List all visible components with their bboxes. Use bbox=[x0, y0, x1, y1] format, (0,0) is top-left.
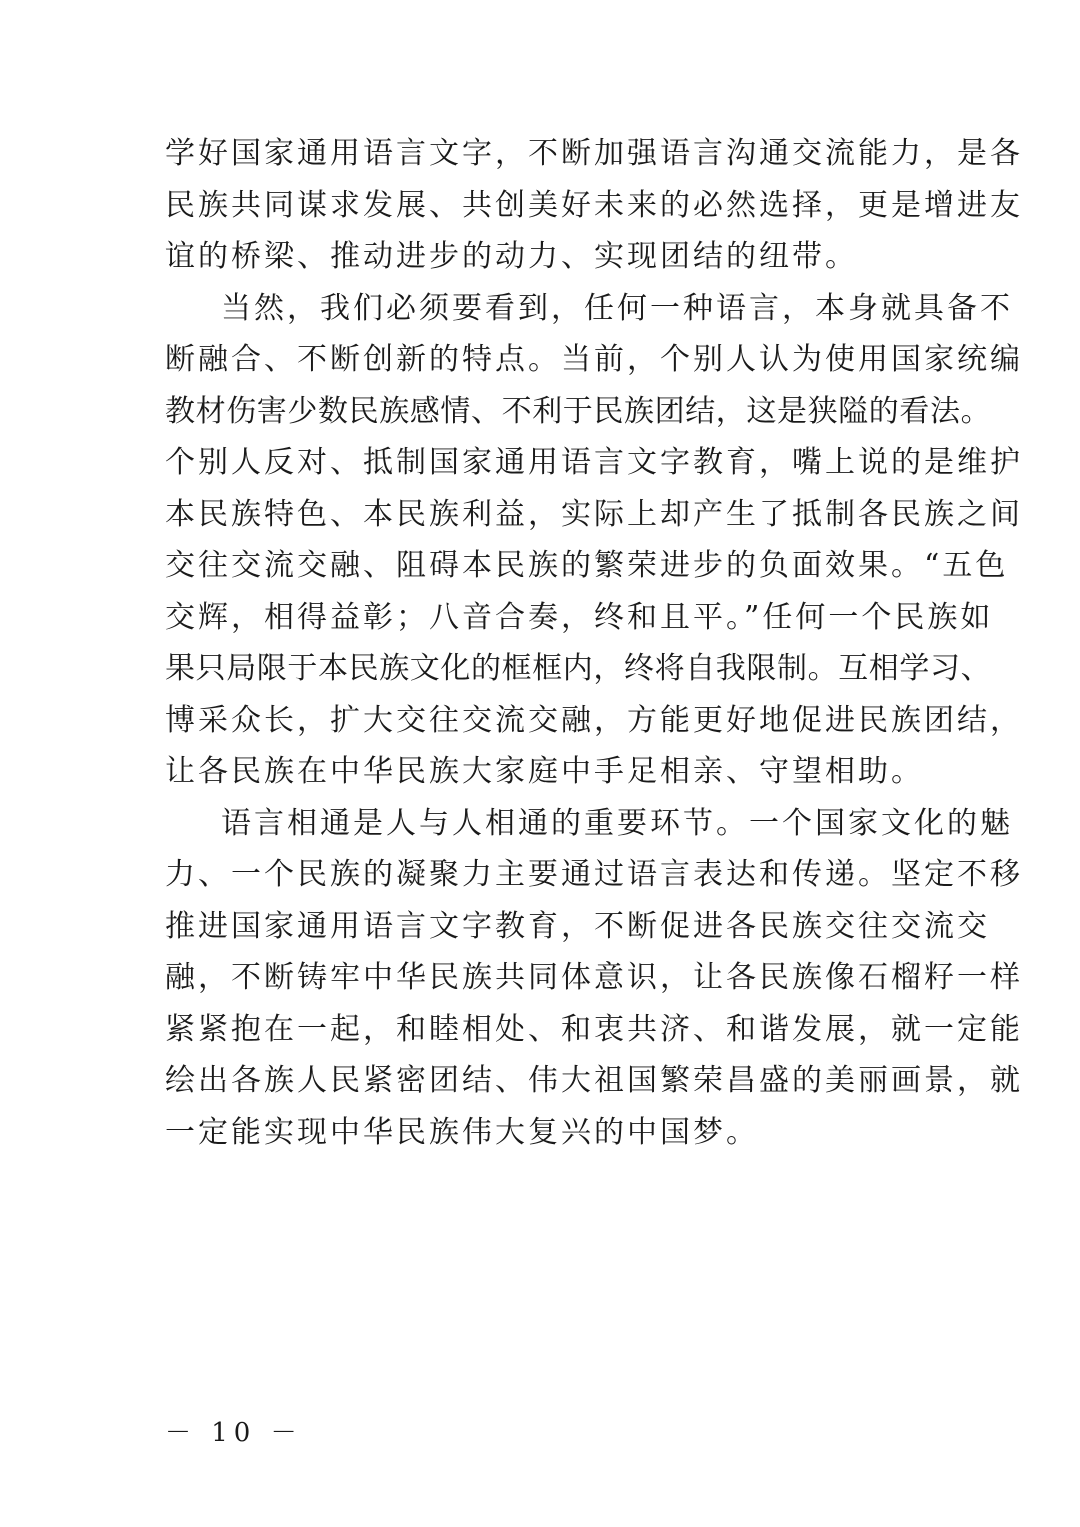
paragraph-3-line-7: 一定能实现中华民族伟大复兴的中国梦。 bbox=[165, 1114, 759, 1150]
paragraph-2-line-2: 断融合、不断创新的特点。当前，个别人认为使用国家统编 bbox=[165, 342, 1023, 377]
paragraph-2-line-6: 交往交流交融、阻碍本民族的繁荣进步的负面效果。“五色 bbox=[165, 548, 1009, 583]
paragraph-3-line-4: 融，不断铸牢中华民族共同体意识，让各民族像石榴籽一样 bbox=[165, 960, 1023, 995]
page-number: － 10 － bbox=[165, 1418, 303, 1448]
paragraph-2-line-1: 当然，我们必须要看到，任何一种语言，本身就具备不 bbox=[221, 290, 1013, 326]
paragraph-2-line-7: 交辉，相得益彰；八音合奏，终和且平。”任何一个民族如 bbox=[165, 599, 994, 635]
paragraph-1-line-1: 学好国家通用语言文字，不断加强语言沟通交流能力，是各 bbox=[165, 136, 1023, 171]
paragraph-2-line-9: 博采众长，扩大交往交流交融，方能更好地促进民族团结， bbox=[165, 702, 1023, 738]
document-body bbox=[165, 128, 1023, 1158]
paragraph-2-line-8: 果只局限于本民族文化的框框内，终将自我限制。互相学习、 bbox=[165, 651, 992, 686]
paragraph-3-line-2: 力、一个民族的凝聚力主要通过语言表达和传递。坚定不移 bbox=[165, 857, 1023, 892]
paragraph-3-line-5: 紧紧抱在一起，和睦相处、和衷共济、和谐发展，就一定能 bbox=[165, 1011, 1023, 1047]
paragraph-1-line-3: 谊的桥梁、推动进步的动力、实现团结的纽带。 bbox=[165, 239, 858, 274]
paragraph-2-line-3: 教材伤害少数民族感情、不利于民族团结，这是狭隘的看法。 bbox=[165, 393, 992, 429]
paragraph-2-line-5: 本民族特色、本民族利益，实际上却产生了抵制各民族之间 bbox=[165, 496, 1023, 532]
paragraph-2-line-10: 让各民族在中华民族大家庭中手足相亲、守望相助。 bbox=[165, 754, 924, 789]
paragraph-3-line-6: 绘出各族人民紧密团结、伟大祖国繁荣昌盛的美丽画景，就 bbox=[165, 1063, 1023, 1098]
paragraph-2-line-4: 个别人反对、抵制国家通用语言文字教育，嘴上说的是维护 bbox=[165, 445, 1023, 480]
paragraph-3-line-1: 语言相通是人与人相通的重要环节。一个国家文化的魅 bbox=[221, 805, 1013, 841]
paragraph-3-line-3: 推进国家通用语言文字教育，不断促进各民族交往交流交 bbox=[165, 908, 990, 944]
paragraph-1-line-2: 民族共同谋求发展、共创美好未来的必然选择，更是增进友 bbox=[165, 187, 1023, 223]
